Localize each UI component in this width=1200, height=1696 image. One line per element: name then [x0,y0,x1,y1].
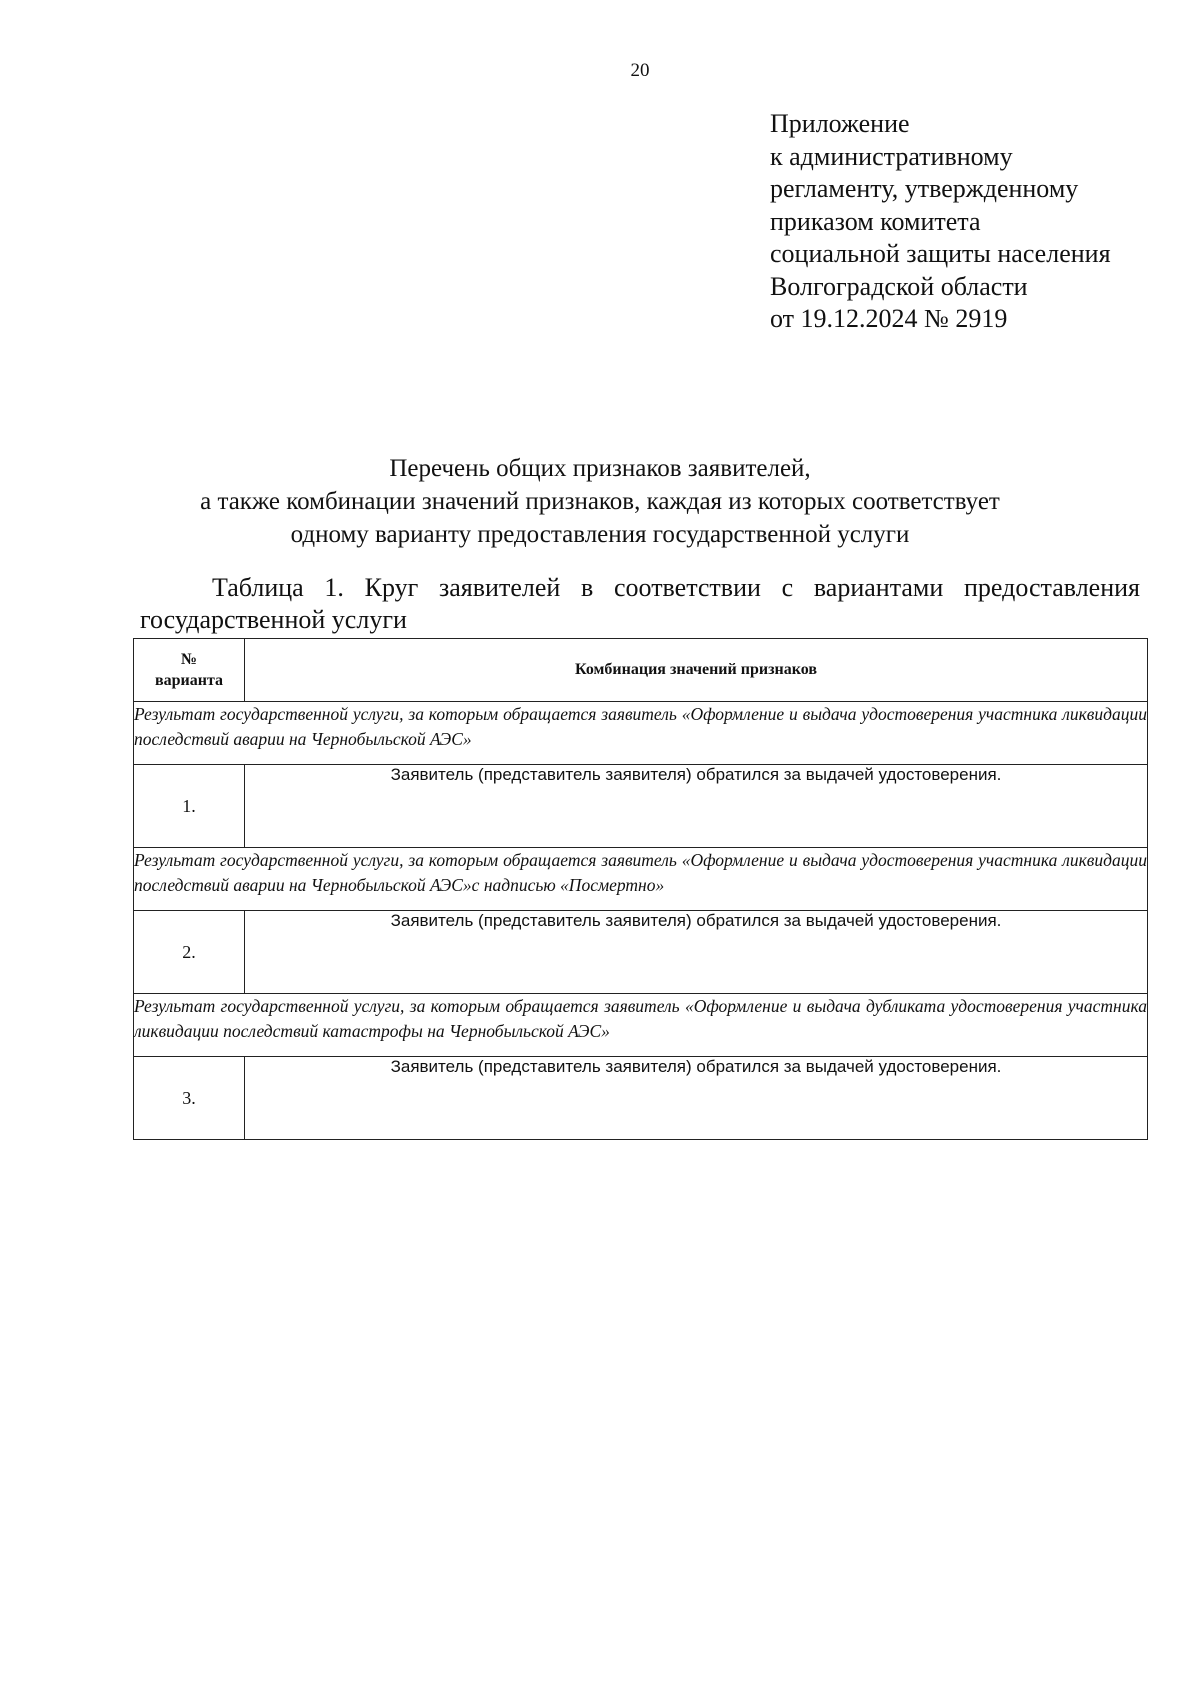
appendix-line: к административному [770,141,1013,171]
table-caption [140,572,1140,636]
appendix-line: приказом комитета [770,206,981,236]
table-caption-line: Таблица 1. Круг заявителей в соответствии с вариантами предоставления [212,573,1140,602]
header-combination: Комбинация значений признаков [245,639,1148,702]
result-description: Результат государственной услуги, за которым обращается заявитель «Оформление и выдача удостоверения участника ликвидации последствий аварии на Чернобыльской АЭС»с надписью «Посмертно» [134,848,1148,911]
result-description: Результат государственной услуги, за которым обращается заявитель «Оформление и выдача дубликата удостоверения участника ликвидации последствий катастрофы на Чернобыльской АЭС» [134,994,1148,1057]
header-num-label: варианта [154,672,224,689]
variant-row [134,765,1148,848]
header-num-symbol: № [180,651,198,668]
result-description: Результат государственной услуги, за которым обращается заявитель «Оформление и выдача удостоверения участника ликвидации последствий аварии на Чернобыльской АЭС» [134,702,1148,765]
result-row [134,994,1148,1057]
variant-combination: Заявитель (представитель заявителя) обратился за выдачей удостоверения. [245,765,1148,848]
heading-line: Перечень общих признаков заявителей, [389,455,811,482]
header-variant-number [134,639,245,702]
appendix-line: Волгоградской области [770,271,1028,301]
appendix-line: от 19.12.2024 № 2919 [770,304,1008,333]
appendix-line: регламенту, утвержденному [770,174,1079,203]
appendix-line: Приложение [770,109,910,138]
variant-row [134,911,1148,994]
table-caption-line: государственной услуги [140,605,407,634]
result-row [134,848,1148,911]
variant-row [134,1057,1148,1140]
variant-combination: Заявитель (представитель заявителя) обратился за выдачей удостоверения. [245,911,1148,994]
page-number: 20 [630,60,650,81]
appendix-block [770,108,1190,336]
variants-table [133,638,1148,1140]
table-header-row [134,639,1148,702]
document-heading [100,452,1100,551]
variant-number: 2. [134,911,245,994]
result-row [134,702,1148,765]
heading-line: а также комбинации значений признаков, каждая из которых соответствует [200,488,1000,515]
heading-line: одному варианту предоставления государственной услуги [290,521,910,548]
variant-number: 3. [134,1057,245,1140]
variant-number: 1. [134,765,245,848]
appendix-line: социальной защиты населения [770,239,1111,268]
variant-combination: Заявитель (представитель заявителя) обратился за выдачей удостоверения. [245,1057,1148,1140]
